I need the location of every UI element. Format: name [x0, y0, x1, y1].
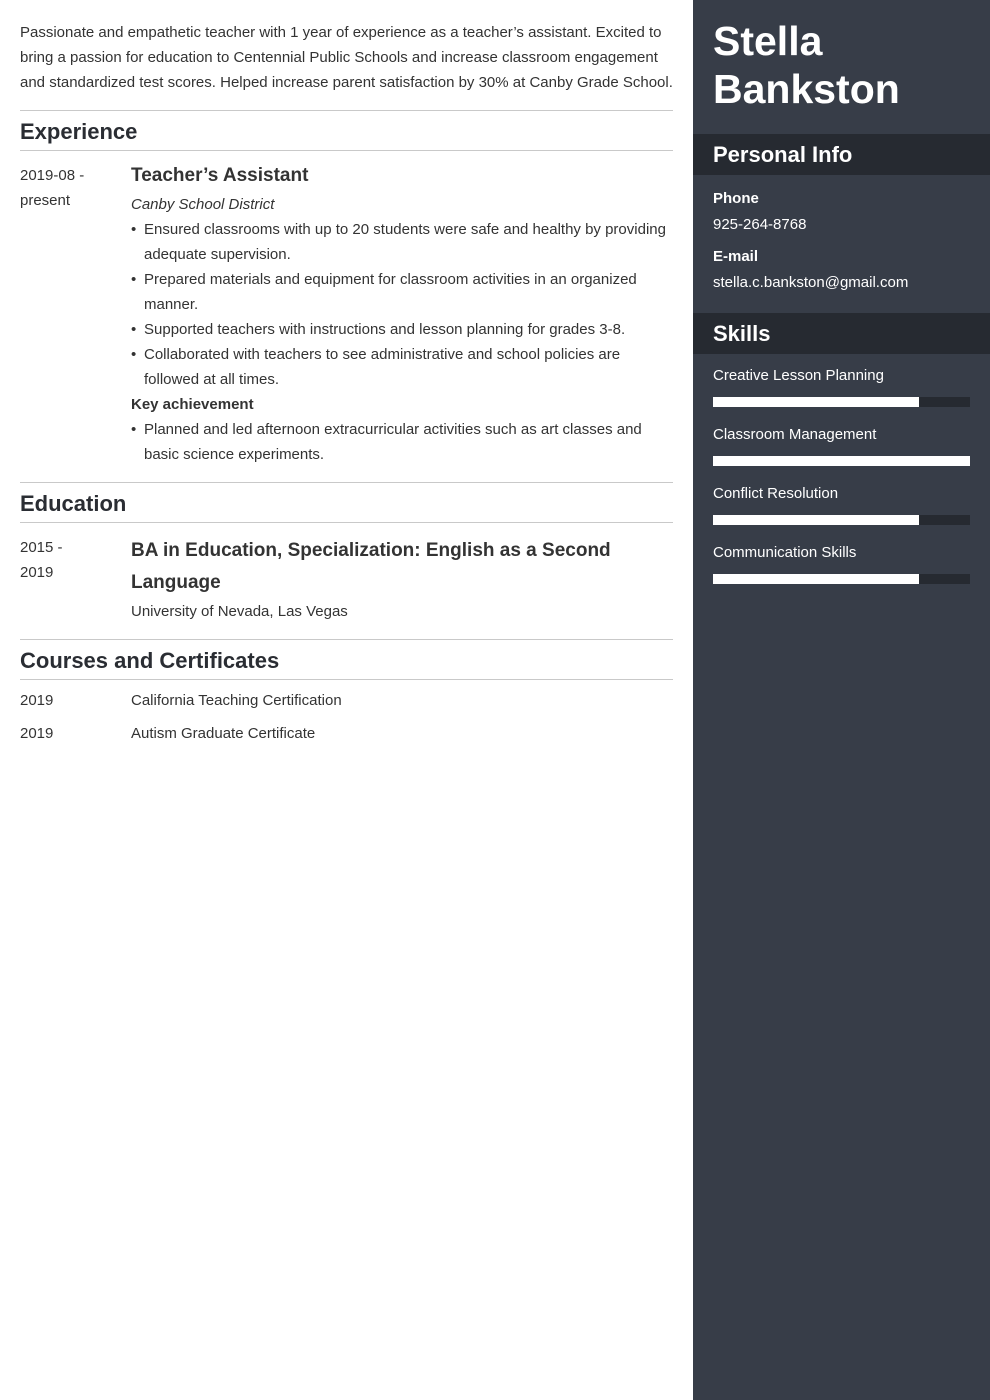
- job-duties-list: [131, 217, 673, 392]
- experience-heading: Experience: [20, 110, 673, 151]
- education-heading: Education: [20, 482, 673, 523]
- skill-name: Conflict Resolution: [713, 485, 839, 502]
- skill-item: [713, 484, 970, 525]
- job-title: Teacher’s Assistant: [131, 165, 309, 186]
- courses-list: [20, 688, 673, 746]
- skill-level-fill: [713, 397, 919, 407]
- personal-info-block: [693, 175, 990, 313]
- skill-name: Communication Skills: [713, 544, 857, 561]
- skill-level-bar: [713, 397, 970, 407]
- skill-item: [713, 425, 970, 466]
- key-achievement-item: • Planned and led afternoon extracurricular activities such as art classes and basic science experiments.: [131, 417, 673, 467]
- skill-level-bar: [713, 456, 970, 466]
- profile-summary: Passionate and empathetic teacher with 1 year of experience as a teacher’s assistant. Excited to bring a passion for education to Centennial Public Schools and increase classroom engagement and standardized test scores. Helped increase parent satisfaction by 30% at Canby Grade School.: [20, 24, 673, 91]
- experience-entry: [20, 163, 673, 467]
- skill-level-bar: [713, 515, 970, 525]
- degree-title: BA in Education, Specialization: English as a Second Language: [131, 540, 611, 593]
- experience-date: 2019-08 - present: [20, 167, 85, 209]
- courses-heading: Courses and Certificates: [20, 639, 673, 680]
- skill-level-bar: [713, 574, 970, 584]
- job-duty: • Supported teachers with instructions and lesson planning for grades 3-8.: [131, 317, 673, 342]
- company-name: Canby School District: [131, 196, 275, 213]
- course-row: [20, 721, 673, 746]
- course-name: Autism Graduate Certificate: [131, 725, 316, 742]
- education-date: 2015 - 2019: [20, 539, 63, 581]
- education-entry: [20, 535, 673, 624]
- skills-heading: Skills: [693, 313, 990, 354]
- sidebar: [693, 0, 990, 1400]
- course-date: 2019: [20, 725, 54, 742]
- key-achievement-list: [131, 417, 673, 467]
- job-duty: • Ensured classrooms with up to 20 students were safe and healthy by providing adequate supervision.: [131, 217, 673, 267]
- candidate-name: Stella Bankston: [713, 18, 900, 112]
- course-name: California Teaching Certification: [131, 692, 342, 709]
- job-duty: • Prepared materials and equipment for classroom activities in an organized manner.: [131, 267, 673, 317]
- personal-info-heading: Personal Info: [693, 134, 990, 175]
- skills-list: [693, 354, 990, 584]
- email-label: E-mail: [713, 248, 759, 265]
- course-date: 2019: [20, 692, 54, 709]
- phone-value: 925-264-8768: [713, 216, 807, 233]
- skill-level-fill: [713, 574, 919, 584]
- job-duty: • Collaborated with teachers to see administrative and school policies are followed at all times.: [131, 342, 673, 392]
- skill-item: [713, 366, 970, 407]
- key-achievement-label: Key achievement: [131, 396, 254, 413]
- skill-level-fill: [713, 515, 919, 525]
- phone-label: Phone: [713, 190, 759, 207]
- skill-item: [713, 543, 970, 584]
- course-row: [20, 688, 673, 713]
- skill-level-fill: [713, 456, 970, 466]
- skill-name: Creative Lesson Planning: [713, 367, 884, 384]
- experience-body: [131, 163, 673, 467]
- skill-name: Classroom Management: [713, 426, 877, 443]
- education-body: [131, 535, 673, 624]
- school-name: University of Nevada, Las Vegas: [131, 603, 348, 620]
- email-value: stella.c.bankston@gmail.com: [713, 274, 909, 291]
